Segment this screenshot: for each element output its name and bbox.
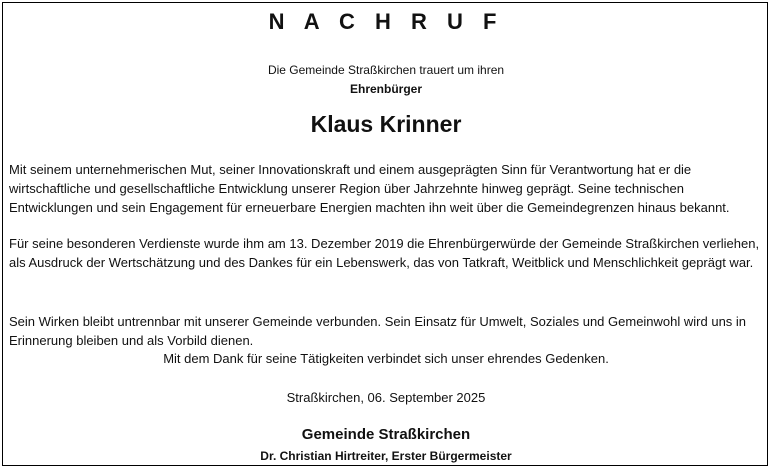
place-date: Straßkirchen, 06. September 2025	[286, 390, 486, 405]
honorary-citizen-label: Ehrenbürger	[349, 82, 422, 96]
signer-name: Dr. Christian Hirtreiter, Erster Bürgermeister	[260, 449, 512, 463]
deceased-name: Klaus Krinner	[310, 111, 462, 137]
closing-line: Mit dem Dank für seine Tätigkeiten verbindet sich unser ehrendes Gedenken.	[163, 351, 609, 366]
obituary-title: N A C H R U F	[268, 9, 504, 34]
paragraph-honorary-citizenship: Für seine besonderen Verdienste wurde ihm am 13. Dezember 2019 die Ehrenbürgerwürde der Gemeinde Straßkirchen verliehen, als Ausdruck der Wertschätzung und des Dankes für ein Lebenswerk, das von Tatkraft, Weitblick und Menschlichkeit geprägt war.	[9, 236, 760, 270]
paragraph-legacy: Sein Wirken bleibt untrennbar mit unserer Gemeinde verbunden. Sein Einsatz für Umwelt, Soziales und Gemeinwohl wird uns in Erinnerung bleiben und als Vorbild dienen.	[9, 314, 747, 348]
sender-name: Gemeinde Straßkirchen	[301, 426, 471, 443]
intro-line: Die Gemeinde Straßkirchen trauert um ihren	[267, 63, 505, 77]
paragraph-achievements: Mit seinem unternehmerischen Mut, seiner Innovationskraft und einem ausgeprägten Sinn für Verantwortung hat er die wirtschaftliche und gesellschaftliche Entwicklung unserer Region über Jahrzehnte hinweg geprägt. Seine technischen Entwicklungen und sein Engagement für erneuerbare Energien machten ihn weit über die Gemeindegrenzen hinaus bekannt.	[9, 162, 730, 215]
intro-block	[0, 61, 772, 99]
